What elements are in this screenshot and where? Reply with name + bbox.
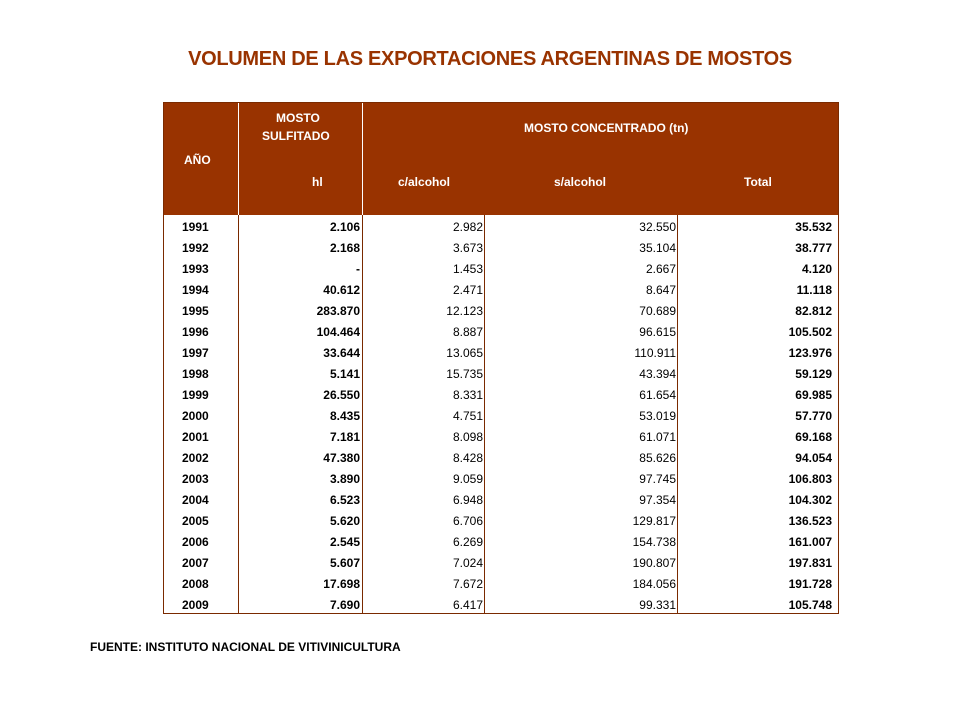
header-mosto-sulfitado-line2: SULFITADO	[262, 129, 330, 143]
cell-hl: 8.435	[329, 409, 360, 423]
cell-s-alcohol: 97.354	[639, 493, 676, 507]
cell-total: 35.532	[795, 220, 832, 234]
header-mosto-concentrado: MOSTO CONCENTRADO (tn)	[524, 121, 689, 135]
source-note: FUENTE: INSTITUTO NACIONAL DE VITIVINICULTURA	[90, 640, 401, 654]
cell-total: 104.302	[788, 493, 832, 507]
cell-c-alcohol: 1.453	[452, 262, 483, 276]
cell-hl: 283.870	[316, 304, 360, 318]
table-row	[164, 385, 838, 406]
table-row	[164, 595, 838, 616]
table-row	[164, 343, 838, 364]
cell-year: 2009	[182, 598, 209, 612]
table-body	[164, 215, 838, 613]
cell-year: 2004	[182, 493, 209, 507]
cell-year: 1995	[182, 304, 209, 318]
cell-year: 2000	[182, 409, 209, 423]
cell-s-alcohol: 154.738	[632, 535, 676, 549]
cell-c-alcohol: 6.706	[452, 514, 483, 528]
cell-c-alcohol: 9.059	[452, 472, 483, 486]
cell-c-alcohol: 8.098	[452, 430, 483, 444]
cell-c-alcohol: 8.887	[452, 325, 483, 339]
cell-hl: 5.620	[329, 514, 360, 528]
cell-s-alcohol: 96.615	[639, 325, 676, 339]
header-divider	[238, 103, 239, 215]
table-row	[164, 574, 838, 595]
cell-total: 94.054	[795, 451, 832, 465]
cell-year: 2005	[182, 514, 209, 528]
cell-year: 2002	[182, 451, 209, 465]
table-row	[164, 490, 838, 511]
cell-hl: 33.644	[323, 346, 360, 360]
cell-year: 2006	[182, 535, 209, 549]
cell-s-alcohol: 2.667	[645, 262, 676, 276]
cell-total: 197.831	[788, 556, 832, 570]
header-mosto-sulfitado-line1: MOSTO	[276, 111, 320, 125]
cell-c-alcohol: 7.024	[452, 556, 483, 570]
table-row	[164, 511, 838, 532]
header-year: AÑO	[184, 153, 211, 167]
cell-s-alcohol: 99.331	[639, 598, 676, 612]
cell-year: 1992	[182, 241, 209, 255]
cell-total: 82.812	[795, 304, 832, 318]
table-row	[164, 448, 838, 469]
cell-s-alcohol: 61.071	[639, 430, 676, 444]
cell-s-alcohol: 70.689	[639, 304, 676, 318]
cell-hl: 40.612	[323, 283, 360, 297]
cell-s-alcohol: 110.911	[634, 346, 676, 360]
header-total: Total	[744, 175, 772, 189]
cell-year: 1996	[182, 325, 209, 339]
cell-hl: 5.607	[329, 556, 360, 570]
cell-total: 161.007	[788, 535, 832, 549]
cell-s-alcohol: 43.394	[639, 367, 676, 381]
header-hl: hl	[312, 175, 323, 189]
cell-s-alcohol: 8.647	[645, 283, 676, 297]
table-header	[164, 103, 838, 215]
cell-total: 105.502	[788, 325, 832, 339]
cell-total: 57.770	[795, 409, 832, 423]
cell-total: 59.129	[795, 367, 832, 381]
cell-total: 38.777	[795, 241, 832, 255]
exports-table	[163, 102, 839, 614]
cell-year: 2007	[182, 556, 209, 570]
cell-total: 69.168	[795, 430, 832, 444]
header-s-alcohol: s/alcohol	[554, 175, 607, 189]
header-c-alcohol: c/alcohol	[398, 175, 451, 189]
cell-c-alcohol: 12.123	[446, 304, 483, 318]
cell-total: 105.748	[788, 598, 832, 612]
table-row	[164, 427, 838, 448]
cell-c-alcohol: 3.673	[452, 241, 483, 255]
cell-c-alcohol: 4.751	[452, 409, 483, 423]
cell-c-alcohol: 6.948	[452, 493, 483, 507]
cell-c-alcohol: 2.982	[452, 220, 483, 234]
table-row	[164, 469, 838, 490]
table-row	[164, 259, 838, 280]
cell-s-alcohol: 190.807	[632, 556, 676, 570]
cell-hl: 2.545	[329, 535, 360, 549]
cell-hl: 104.464	[316, 325, 360, 339]
table-row	[164, 280, 838, 301]
cell-s-alcohol: 184.056	[632, 577, 676, 591]
cell-c-alcohol: 2.471	[452, 283, 483, 297]
cell-hl: 26.550	[323, 388, 360, 402]
cell-s-alcohol: 85.626	[639, 451, 676, 465]
page-title: VOLUMEN DE LAS EXPORTACIONES ARGENTINAS DE MOSTOS	[188, 48, 792, 70]
cell-hl: 3.890	[329, 472, 360, 486]
cell-c-alcohol: 13.065	[446, 346, 483, 360]
cell-hl: 7.181	[329, 430, 360, 444]
cell-total: 4.120	[801, 262, 832, 276]
cell-hl: 7.690	[329, 598, 360, 612]
cell-s-alcohol: 97.745	[639, 472, 676, 486]
cell-total: 123.976	[788, 346, 832, 360]
cell-year: 1991	[182, 220, 209, 234]
cell-year: 1993	[182, 262, 209, 276]
cell-year: 2001	[182, 430, 209, 444]
cell-hl: 2.168	[329, 241, 360, 255]
cell-total: 191.728	[788, 577, 832, 591]
cell-s-alcohol: 35.104	[639, 241, 676, 255]
cell-year: 2008	[182, 577, 209, 591]
cell-year: 1998	[182, 367, 209, 381]
table-row	[164, 322, 838, 343]
cell-hl: 5.141	[329, 367, 360, 381]
cell-c-alcohol: 8.428	[452, 451, 483, 465]
cell-year: 1999	[182, 388, 209, 402]
cell-c-alcohol: 6.269	[452, 535, 483, 549]
table-row	[164, 238, 838, 259]
cell-hl: 2.106	[329, 220, 360, 234]
cell-hl: -	[356, 262, 360, 276]
cell-s-alcohol: 61.654	[639, 388, 676, 402]
cell-hl: 6.523	[329, 493, 360, 507]
header-divider	[362, 103, 363, 215]
table-row	[164, 406, 838, 427]
cell-c-alcohol: 6.417	[452, 598, 483, 612]
cell-total: 11.118	[796, 283, 832, 297]
cell-year: 2003	[182, 472, 209, 486]
cell-total: 136.523	[788, 514, 832, 528]
cell-s-alcohol: 53.019	[639, 409, 676, 423]
table-row	[164, 532, 838, 553]
cell-year: 1994	[182, 283, 209, 297]
cell-c-alcohol: 7.672	[452, 577, 483, 591]
cell-total: 106.803	[788, 472, 832, 486]
cell-c-alcohol: 8.331	[452, 388, 483, 402]
cell-hl: 17.698	[323, 577, 360, 591]
cell-s-alcohol: 129.817	[632, 514, 676, 528]
cell-total: 69.985	[795, 388, 832, 402]
cell-c-alcohol: 15.735	[446, 367, 483, 381]
table-row	[164, 301, 838, 322]
cell-hl: 47.380	[323, 451, 360, 465]
table-row	[164, 553, 838, 574]
table-row	[164, 217, 838, 238]
cell-s-alcohol: 32.550	[639, 220, 676, 234]
cell-year: 1997	[182, 346, 209, 360]
table-row	[164, 364, 838, 385]
